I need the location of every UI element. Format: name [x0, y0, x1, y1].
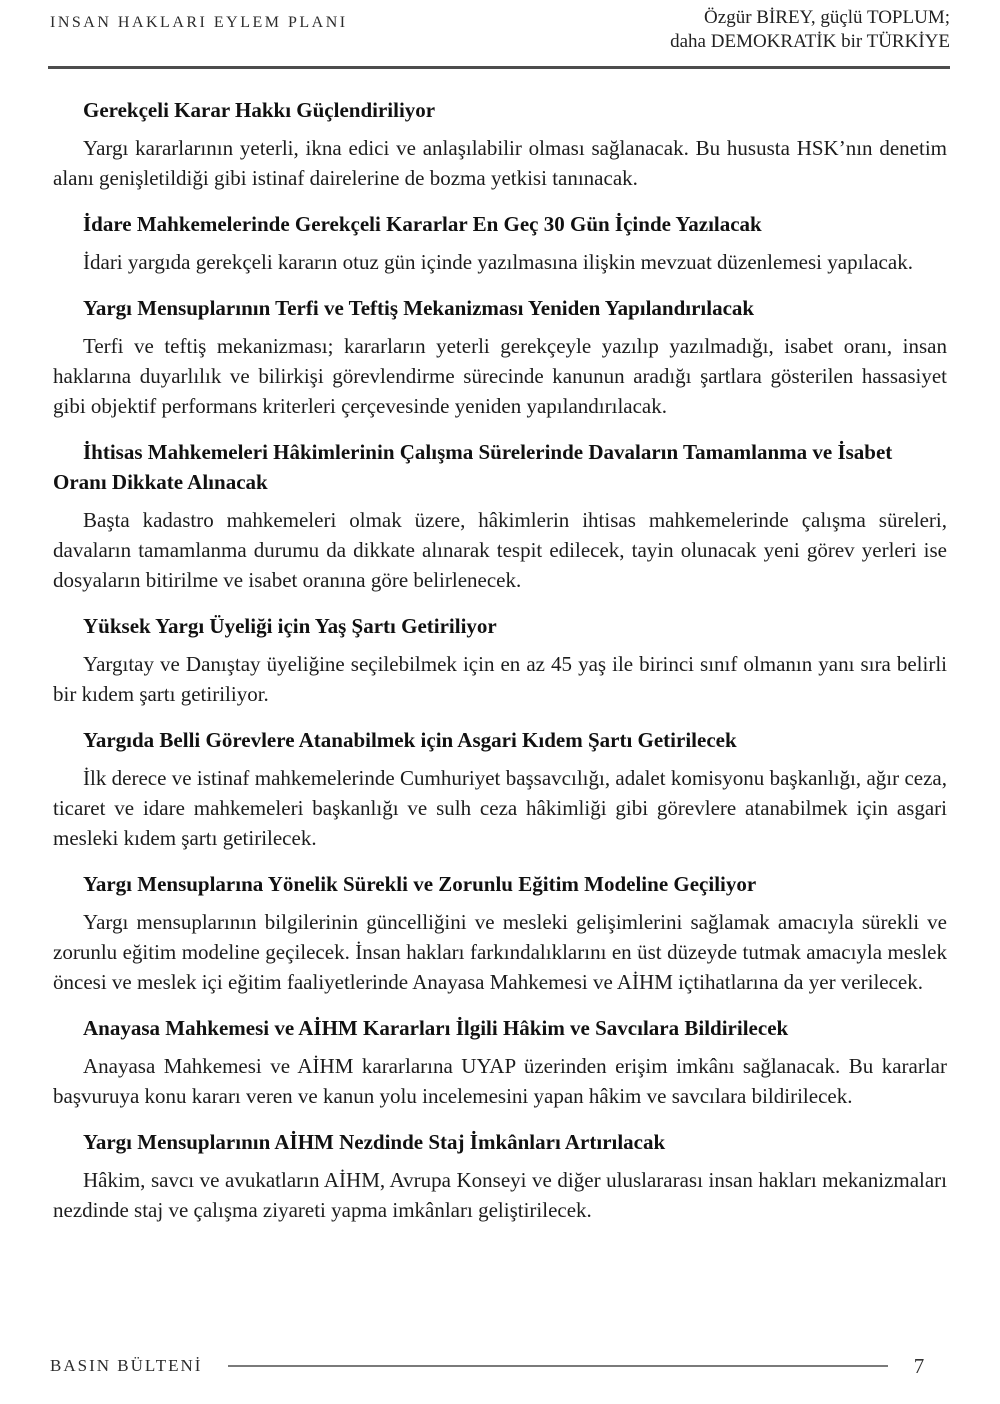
section-heading: Yüksek Yargı Üyeliği için Yaş Şartı Getiriliyor [83, 614, 497, 638]
section-paragraph: Hâkim, savcı ve avukatların AİHM, Avrupa Konseyi ve diğer uluslararası insan hakları mekanizmaları nezdinde staj ve çalışma ziyareti yapma imkânları geliştirilecek. [53, 1168, 947, 1222]
section-paragraph: Yargı kararlarının yeterli, ikna edici ve anlaşılabilir olması sağlanacak. Bu hususta HSK’nın denetim alanı genişletildiği gibi istinaf dairelerine de bozma yetkisi tanınacak. [53, 136, 947, 190]
section-paragraph: İdari yargıda gerekçeli kararın otuz gün içinde yazılmasına ilişkin mevzuat düzenlemesi yapılacak. [83, 250, 913, 274]
page-footer [0, 1344, 1000, 1404]
section-paragraph: Yargıtay ve Danıştay üyeliğine seçilebilmek için en az 45 yaş ile birinci sınıf olmanın yanı sıra belirli bir kıdem şartı getiriliyor. [53, 652, 947, 706]
footer-bulletin-label: BASIN BÜLTENİ [50, 1356, 203, 1375]
section-paragraph: Anayasa Mahkemesi ve AİHM kararlarına UYAP üzerinden erişim imkânı sağlanacak. Bu kararlar başvuruya konu kararı veren ve kanun yolu incelemesini yapan hâkim ve savcılara bildirilecek. [53, 1054, 947, 1108]
header-slogan [670, 6, 950, 54]
header-divider [48, 66, 950, 69]
section-heading: Anayasa Mahkemesi ve AİHM Kararları İlgili Hâkim ve Savcılara Bildirilecek [83, 1016, 789, 1040]
page-number: 7 [913, 1353, 925, 1378]
header-slogan-line2: daha DEMOKRATİK bir TÜRKİYE [670, 31, 950, 52]
section-heading: Yargı Mensuplarına Yönelik Sürekli ve Zorunlu Eğitim Modeline Geçiliyor [83, 872, 757, 896]
section-heading: İdare Mahkemelerinde Gerekçeli Kararlar En Geç 30 Gün İçinde Yazılacak [83, 212, 762, 236]
section-heading: Yargı Mensuplarının AİHM Nezdinde Staj İmkânları Artırılacak [83, 1130, 666, 1154]
section-heading: İhtisas Mahkemeleri Hâkimlerinin Çalışma Sürelerinde Davaların Tamamlanma ve İsabet Oranı Dikkate Alınacak [53, 440, 893, 494]
section-heading: Yargı Mensuplarının Terfi ve Teftiş Mekanizması Yeniden Yapılandırılacak [83, 296, 755, 320]
section-paragraph: Başta kadastro mahkemeleri olmak üzere, hâkimlerin ihtisas mahkemelerinde çalışma süreleri, davaların tamamlanma durumu da dikkate alınarak tespit edilecek, tayin olunacak yeni görev yerleri ise dosyaların bitirilme ve isabet oranına göre belirlenecek. [53, 508, 947, 592]
section-paragraph: Terfi ve teftiş mekanizması; kararların yeterli gerekçeyle yazılıp yazılmadığı, isabet oranı, insan haklarına duyarlılık ve bilirkişi görevlendirme sürecinde kanunun aradığı şartlara gösterilen hassasiyet gibi objektif performans kriterleri çerçevesinde yeniden yapılandırılacak. [53, 334, 947, 418]
section-paragraph: İlk derece ve istinaf mahkemelerinde Cumhuriyet başsavcılığı, adalet komisyonu başkanlığı, ağır ceza, ticaret ve idare mahkemeleri başkanlığı ve sulh ceza hâkimliği gibi görevlere atanabilmek için asgari mesleki kıdem şartı getirilecek. [53, 766, 947, 850]
section-paragraph: Yargı mensuplarının bilgilerinin güncelliğini ve mesleki gelişimlerini sağlamak amacıyla sürekli ve zorunlu eğitim modeline geçilecek. İnsan hakları farkındalıklarını en üst düzeyde tutmak amacıyla meslek öncesi ve meslek içi eğitim faaliyetlerinde Anayasa Mahkemesi ve AİHM içtihatlarına da yer verilecek. [53, 910, 947, 994]
page-header [0, 0, 1000, 54]
header-document-title: INSAN HAKLARI EYLEM PLANI [50, 14, 348, 31]
section-heading: Gerekçeli Karar Hakkı Güçlendiriliyor [83, 98, 436, 122]
header-slogan-line1: Özgür BİREY, güçlü TOPLUM; [704, 7, 950, 28]
footer-divider [228, 1365, 888, 1367]
document-body [53, 95, 947, 1225]
section-heading: Yargıda Belli Görevlere Atanabilmek için Asgari Kıdem Şartı Getirilecek [83, 728, 737, 752]
